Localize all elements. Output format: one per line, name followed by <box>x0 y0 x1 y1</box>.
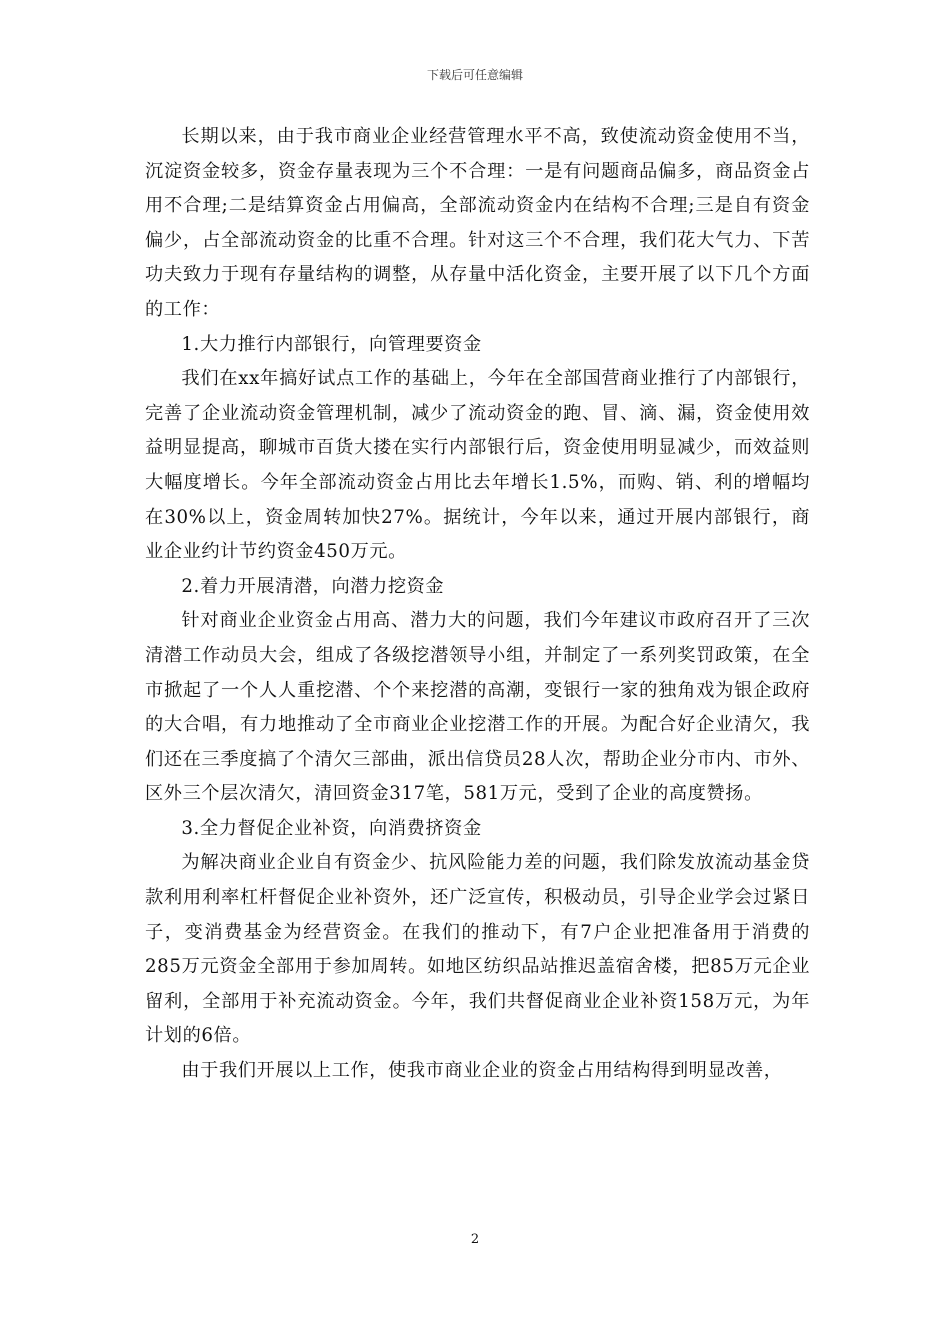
paragraph-section-2: 针对商业企业资金占用高、潜力大的问题，我们今年建议市政府召开了三次清潜工作动员大会，组成了各级挖潜领导小组，并制定了一系列奖罚政策，在全市掀起了一个人人重挖潜、个个来挖潜的高潮，变银行一家的独角戏为银企政府的大合唱，有力地推动了全市商业企业挖潜工作的开展。为配合好企业清欠，我们还在三季度搞了个清欠三部曲，派出信贷员28人次，帮助企业分市内、市外、区外三个层次清欠，清回资金317笔，581万元，受到了企业的高度赞扬。 <box>145 610 810 805</box>
section-heading-1: 1.大力推行内部银行，向管理要资金 <box>181 333 482 355</box>
body-text <box>145 120 810 1089</box>
page-number: 2 <box>470 1232 480 1247</box>
section-heading-2: 2.着力开展清潜，向潜力挖资金 <box>181 575 445 597</box>
paragraph-intro: 长期以来，由于我市商业企业经营管理水平不高，致使流动资金使用不当，沉淀资金较多，资金存量表现为三个不合理：一是有问题商品偏多，商品资金占用不合理;二是结算资金占用偏高，全部流动资金内在结构不合理;三是自有资金偏少，占全部流动资金的比重不合理。针对这三个不合理，我们花大气力、下苦功夫致力于现有存量结构的调整，从存量中活化资金，主要开展了以下几个方面的工作： <box>145 126 810 320</box>
paragraph-section-1: 我们在xx年搞好试点工作的基础上，今年在全部国营商业推行了内部银行，完善了企业流动资金管理机制，减少了流动资金的跑、冒、滴、漏，资金使用效益明显提高，聊城市百货大搂在实行内部银行后，资金使用明显减少，而效益则大幅度增长。今年全部流动资金占用比去年增长1.5%，而购、销、利的增幅均在30%以上，资金周转加快27%。据统计，今年以来，通过开展内部银行，商业企业约计节约资金450万元。 <box>145 368 810 563</box>
paragraph-conclusion: 由于我们开展以上工作，使我市商业企业的资金占用结构得到明显改善， <box>181 1060 783 1082</box>
paragraph-section-3: 为解决商业企业自有资金少、抗风险能力差的问题，我们除发放流动基金贷款利用利率杠杆督促企业补资外，还广泛宣传，积极动员，引导企业学会过紧日子，变消费基金为经营资金。在我们的推动下，有7户企业把准备用于消费的285万元资金全部用于参加周转。如地区纺织品站推迟盖宿舍楼，把85万元企业留利，全部用于补充流动资金。今年，我们共督促商业企业补资158万元，为年计划的6倍。 <box>145 852 810 1047</box>
page-header: 下载后可任意编辑 <box>426 68 523 82</box>
section-heading-3: 3.全力督促企业补资，向消费挤资金 <box>181 817 482 839</box>
